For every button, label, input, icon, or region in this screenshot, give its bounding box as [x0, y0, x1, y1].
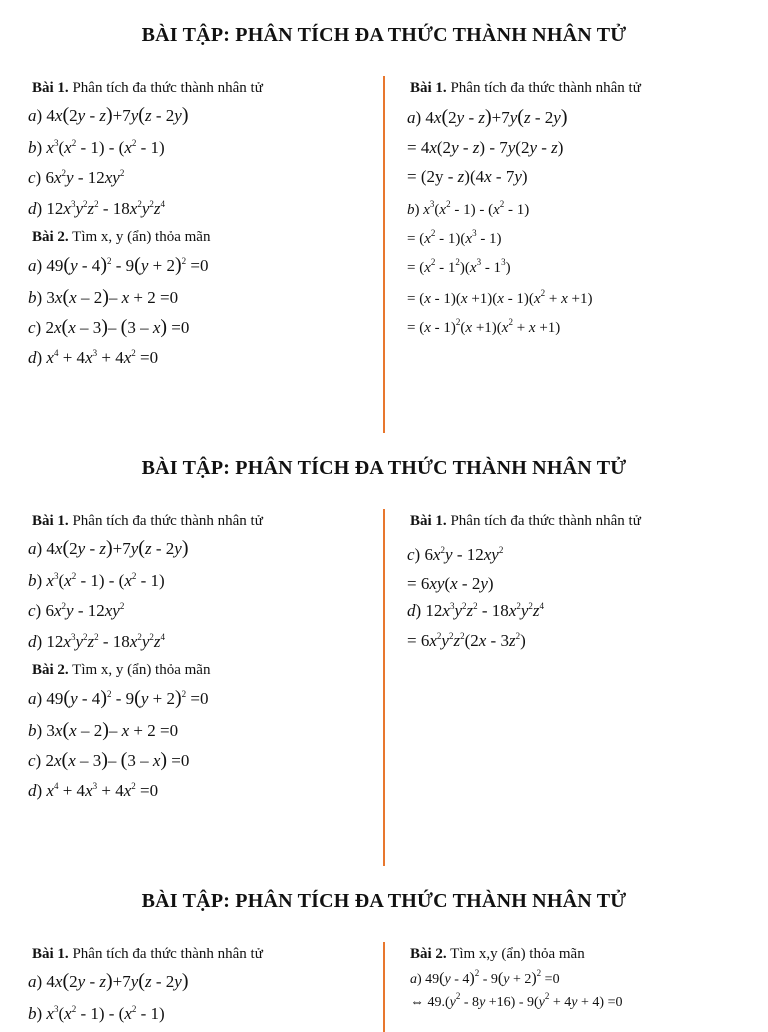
slide-1: [0, 0, 768, 433]
problem-1a: a) 4x(2y - z)+7y(z - 2y): [28, 104, 189, 126]
solution-line: a) $49(y - 4)^2 - 9(y + 2)^2 =0$: [410, 968, 560, 987]
problem-1d: d) $12x^3y^2z^2 - 18x^2y^2z^4$: [28, 199, 166, 218]
solution-line: a) 4x(2y - z)+7y(z - 2y): [407, 106, 568, 128]
column-divider: [383, 509, 385, 866]
problem-1c: c) $6x^2y - 12xy^2$: [28, 168, 125, 187]
problem-1c: c) $6x^2y - 12xy^2$: [28, 601, 125, 620]
solution-line: = 6xy(x - 2y): [407, 574, 494, 593]
problem-1d: d) $12x^3y^2z^2 - 18x^2y^2z^4$: [28, 632, 166, 651]
problem-1b: b) $x^3(x^2 - 1) - (x^2 - 1)$: [28, 571, 165, 590]
problem-1a: a) 4x(2y - z)+7y(z - 2y): [28, 970, 189, 992]
slide-3: [0, 866, 768, 1024]
solution-line: = 4x(2y - z) - 7y(2y - z): [407, 138, 564, 157]
solution-heading: Bài 2. Tìm x,y (ẩn) thỏa mãn: [410, 946, 585, 962]
solution-line: = $(x^2 - 1)(x^3 - 1)$: [407, 228, 502, 247]
solution-line: c) $6x^2y - 12xy^2$: [407, 545, 504, 564]
exercise-2-heading: Bài 2. Tìm x, y (ẩn) thỏa mãn: [32, 229, 211, 245]
exercise-1-heading: Bài 1. Phân tích đa thức thành nhân tử: [32, 946, 263, 962]
problem-1b: b) $x^3(x^2 - 1) - (x^2 - 1)$: [28, 138, 165, 157]
problem-2d: d) $x^4 + 4x^3 + 4x^2 =0$: [28, 781, 159, 800]
column-divider: [383, 942, 385, 1032]
exercise-2-heading: Bài 2. Tìm x, y (ẩn) thỏa mãn: [32, 662, 211, 678]
problem-2b: b) 3x(x – 2)– x + 2 =0: [28, 719, 179, 741]
page-title: BÀI TẬP: PHÂN TÍCH ĐA THỨC THÀNH NHÂN TỬ: [141, 457, 627, 479]
column-divider: [383, 76, 385, 433]
slide-2: [0, 433, 768, 866]
solution-line: b) $x^3(x^2 - 1) - (x^2 - 1)$: [407, 199, 530, 218]
problem-2c: c) 2x(x – 3)– (3 – x) =0: [28, 749, 190, 771]
solution-heading: Bài 1. Phân tích đa thức thành nhân tử: [410, 513, 641, 529]
solution-line: ⇔ $49.(y^2 - 8y +16) - 9(y^2 + 4y + 4) =0$: [410, 991, 623, 1010]
solution-line: d) $12x^3y^2z^2 - 18x^2y^2z^4$: [407, 601, 545, 620]
problem-2b: b) 3x(x – 2)– x + 2 =0: [28, 286, 179, 308]
solution-line: = $6x^2y^2z^2(2x - 3z^2)$: [407, 631, 526, 650]
page-title: BÀI TẬP: PHÂN TÍCH ĐA THỨC THÀNH NHÂN TỬ: [141, 24, 627, 46]
problem-2a: a) $49(y - 4)^2 - 9(y + 2)^2 =0$: [28, 687, 209, 709]
problem-2d: d) $x^4 + 4x^3 + 4x^2 =0$: [28, 348, 159, 367]
page-title: BÀI TẬP: PHÂN TÍCH ĐA THỨC THÀNH NHÂN TỬ: [141, 890, 627, 912]
solution-line: = $(x - 1)^2(x +1)(x^2 + x +1)$: [407, 317, 561, 336]
solution-line: = (2y - z)(4x - 7y): [407, 167, 528, 186]
problem-1a: a) 4x(2y - z)+7y(z - 2y): [28, 537, 189, 559]
exercise-1-heading: Bài 1. Phân tích đa thức thành nhân tử: [32, 513, 263, 529]
solution-line: = $(x - 1)(x +1)(x - 1)(x^2 + x +1)$: [407, 288, 593, 307]
exercise-1-heading: Bài 1. Phân tích đa thức thành nhân tử: [32, 80, 263, 96]
solution-heading: Bài 1. Phân tích đa thức thành nhân tử: [410, 80, 641, 96]
problem-2c: c) 2x(x – 3)– (3 – x) =0: [28, 316, 190, 338]
solution-line: = $(x^2 - 1^2)(x^3 - 1^3)$: [407, 257, 511, 276]
problem-1b: b) $x^3(x^2 - 1) - (x^2 - 1)$: [28, 1004, 165, 1023]
problem-2a: a) $49(y - 4)^2 - 9(y + 2)^2 =0$: [28, 254, 209, 276]
